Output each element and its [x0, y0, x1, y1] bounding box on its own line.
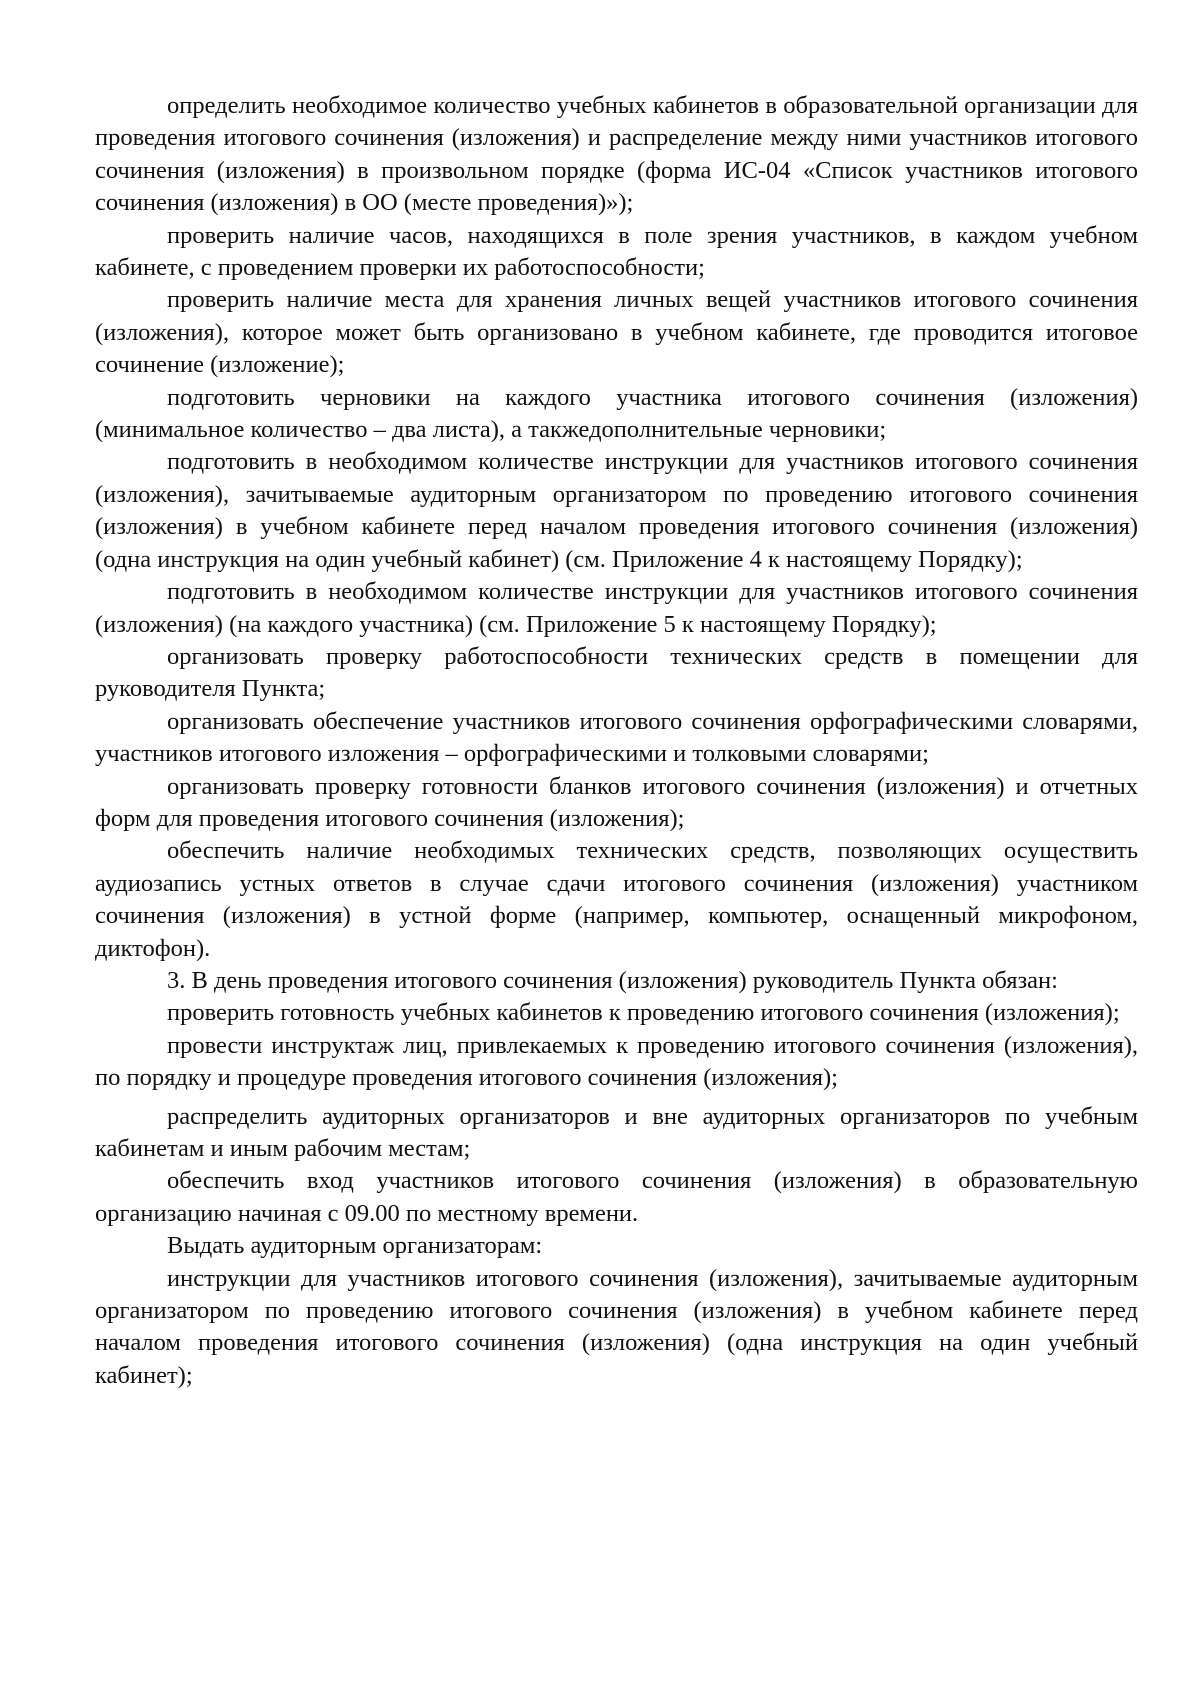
paragraph-check-clocks: проверить наличие часов, находящихся в поле зрения участников, в каждом учебном кабинете, с проведением проверки их работоспособности;	[95, 221, 1138, 282]
paragraph-check-forms: организовать проверку готовности бланков итогового сочинения (изложения) и отчетных форм для проведения итогового сочинения (изложения);	[95, 772, 1138, 832]
paragraph-prepare-read-instructions: подготовить в необходимом количестве инструкции для участников итогового сочинения (изложения), зачитываемые аудиторным организатором по проведению итогового сочинения (изложения) в учебном кабинете перед началом проведения итогового сочинения (изложения) (одна инструкция на один учебный кабинет) (см. Приложение 4 к настоящему Порядку);	[95, 448, 1138, 573]
paragraph-check-equipment: организовать проверку работоспособности технических средств в помещении для руководителя Пункта;	[95, 642, 1138, 703]
paragraph-determine-classrooms: определить необходимое количество учебных кабинетов в образовательной организации для проведения итогового сочинения (изложения) и распределение между ними участников итогового сочинения (изложения) в произвольном порядке (форма ИС-04 «Список участников итогового сочинения (изложения) в ОО (месте проведения)»);	[95, 92, 1138, 217]
paragraph-section-3: 3. В день проведения итогового сочинения (изложения) руководитель Пункта обязан:	[167, 966, 1058, 994]
document-body	[95, 90, 1138, 1392]
paragraph-issue-to-organizers: Выдать аудиторным организаторам:	[167, 1232, 543, 1260]
paragraph-check-storage: проверить наличие места для хранения личных вещей участников итогового сочинения (изложения), которое может быть организовано в учебном кабинете, где проводится итоговое сочинение (изложение);	[95, 286, 1138, 379]
paragraph-distribute-organizers: распределить аудиторных организаторов и вне аудиторных организаторов по учебным кабинетам и иным рабочим местам;	[95, 1102, 1138, 1162]
paragraph-prepare-participant-instructions: подготовить в необходимом количестве инструкции для участников итогового сочинения (изложения) (на каждого участника) (см. Приложение 5 к настоящему Порядку);	[95, 578, 1138, 638]
paragraph-check-readiness: проверить готовность учебных кабинетов к проведению итогового сочинения (изложения);	[167, 999, 1120, 1027]
paragraph-provide-audio-recording: обеспечить наличие необходимых технических средств, позволяющих осуществить аудиозапись устных ответов в случае сдачи итогового сочинения (изложения) участником сочинения (изложения) в устной форме (например, компьютер, оснащенный микрофоном, диктофон).	[95, 837, 1138, 962]
paragraph-ensure-entry: обеспечить вход участников итогового сочинения (изложения) в образовательную организацию начиная с 09.00 по местному времени.	[95, 1167, 1138, 1227]
paragraph-instructions-list-item: инструкции для участников итогового сочинения (изложения), зачитываемые аудиторным организатором по проведению итогового сочинения (изложения) в учебном кабинете перед началом проведения итогового сочинения (изложения) (одна инструкция на один учебный кабинет);	[95, 1264, 1138, 1389]
paragraph-conduct-briefing: провести инструктаж лиц, привлекаемых к проведению итогового сочинения (изложения), по порядку и процедуре проведения итогового сочинения (изложения);	[95, 1031, 1138, 1092]
paragraph-provide-dictionaries: организовать обеспечение участников итогового сочинения орфографическими словарями, участников итогового изложения – орфографическими и толковыми словарями;	[95, 707, 1138, 768]
paragraph-prepare-drafts: подготовить черновики на каждого участника итогового сочинения (изложения) (минимальное количество – два листа), а такжедополнительные черновики;	[95, 383, 1138, 444]
